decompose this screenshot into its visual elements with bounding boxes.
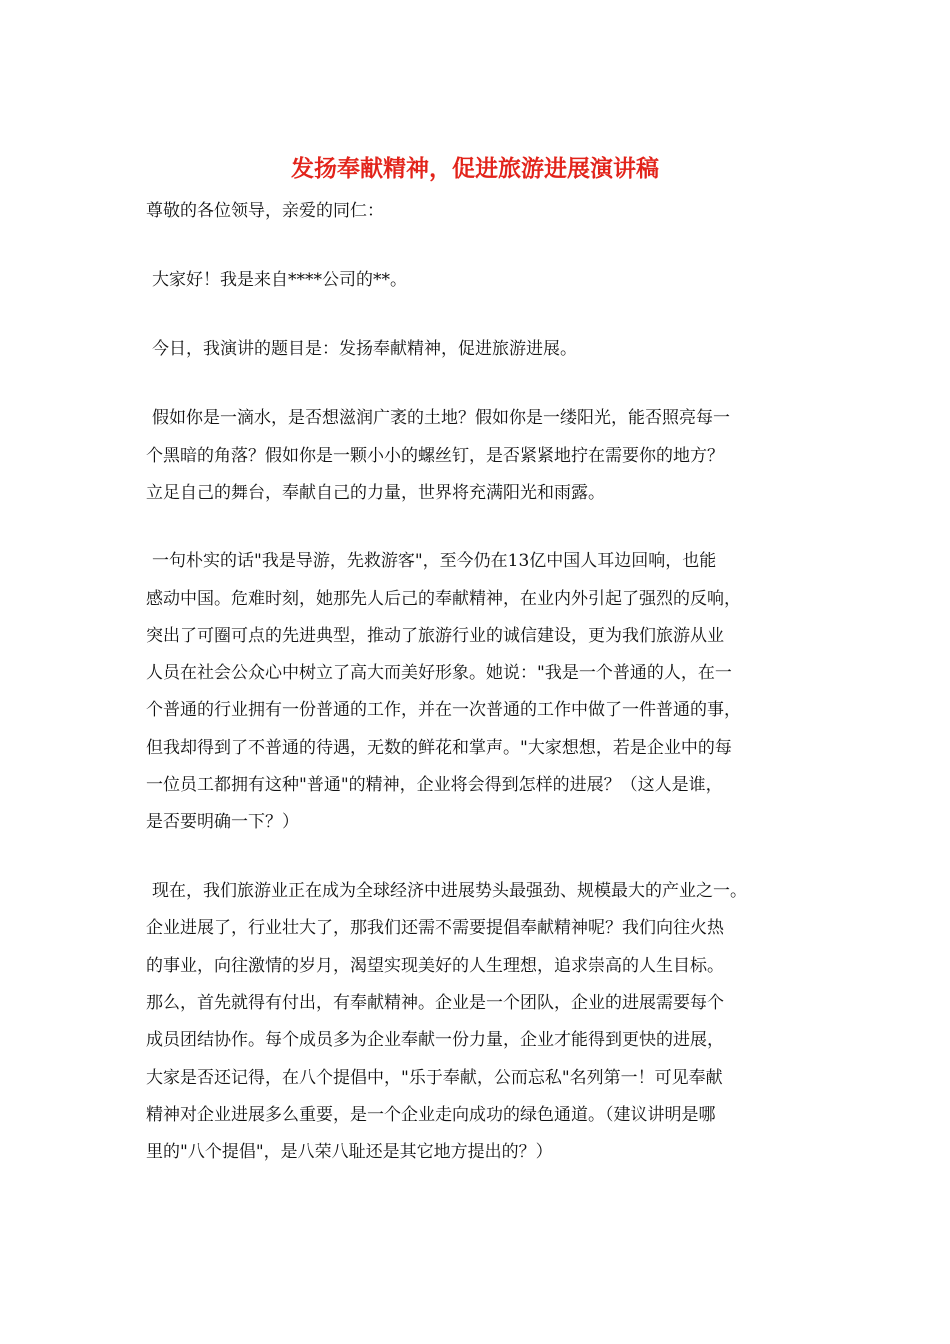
paragraph-2-line: 但我却得到了不普通的待遇，无数的鲜花和掌声。"大家想想，若是企业中的每	[146, 738, 732, 758]
paragraph-3-line: 那么，首先就得有付出，有奉献精神。企业是一个团队，企业的进展需要每个	[146, 993, 724, 1013]
paragraph-2-line: 是否要明确一下？）	[146, 812, 299, 832]
paragraph-2-line: 一句朴实的话"我是导游，先救游客"，至今仍在13亿中国人耳边回响，也能	[152, 551, 717, 571]
paragraph-3-line: 里的"八个提倡"，是八荣八耻还是其它地方提出的？）	[146, 1142, 553, 1162]
paragraph-2-line: 人员在社会公众心中树立了高大而美好形象。她说："我是一个普通的人，在一	[146, 663, 732, 683]
document-title: 发扬奉献精神，促进旅游进展演讲稿	[291, 155, 659, 182]
paragraph-1-line: 个黑暗的角落？假如你是一颗小小的螺丝钉，是否紧紧地拧在需要你的地方？	[146, 446, 724, 466]
paragraph-3-line: 企业进展了，行业壮大了，那我们还需不需要提倡奉献精神呢？我们向往火热	[146, 918, 724, 938]
paragraph-2-line: 感动中国。危难时刻，她那先人后己的奉献精神，在业内外引起了强烈的反响，	[146, 589, 741, 609]
paragraph-1-line: 假如你是一滴水，是否想滋润广袤的土地？假如你是一缕阳光，能否照亮每一	[152, 408, 730, 428]
paragraph-3-line: 成员团结协作。每个成员多为企业奉献一份力量，企业才能得到更快的进展，	[146, 1030, 724, 1050]
paragraph-2-line: 一位员工都拥有这种"普通"的精神，企业将会得到怎样的进展？（这人是谁，	[146, 775, 723, 795]
speech-topic: 今日，我演讲的题目是：发扬奉献精神，促进旅游进展。	[152, 339, 577, 359]
paragraph-3-line: 精神对企业进展多么重要，是一个企业走向成功的绿色通道。（建议讲明是哪	[146, 1105, 716, 1125]
paragraph-3-line: 的事业，向往激情的岁月，渴望实现美好的人生理想，追求崇高的人生目标。	[146, 956, 724, 976]
paragraph-1-line: 立足自己的舞台，奉献自己的力量，世界将充满阳光和雨露。	[146, 483, 605, 503]
salutation: 尊敬的各位领导，亲爱的同仁：	[146, 201, 384, 221]
paragraph-2-line: 个普通的行业拥有一份普通的工作，并在一次普通的工作中做了一件普通的事，	[146, 700, 741, 720]
paragraph-2-line: 突出了可圈可点的先进典型，推动了旅游行业的诚信建设，更为我们旅游从业	[146, 626, 724, 646]
greeting: 大家好！我是来自****公司的**。	[152, 270, 407, 290]
paragraph-3-line: 大家是否还记得，在八个提倡中，"乐于奉献，公而忘私"名列第一！可见奉献	[146, 1068, 723, 1088]
paragraph-3-line: 现在，我们旅游业正在成为全球经济中进展势头最强劲、规模最大的产业之一。	[152, 881, 747, 901]
